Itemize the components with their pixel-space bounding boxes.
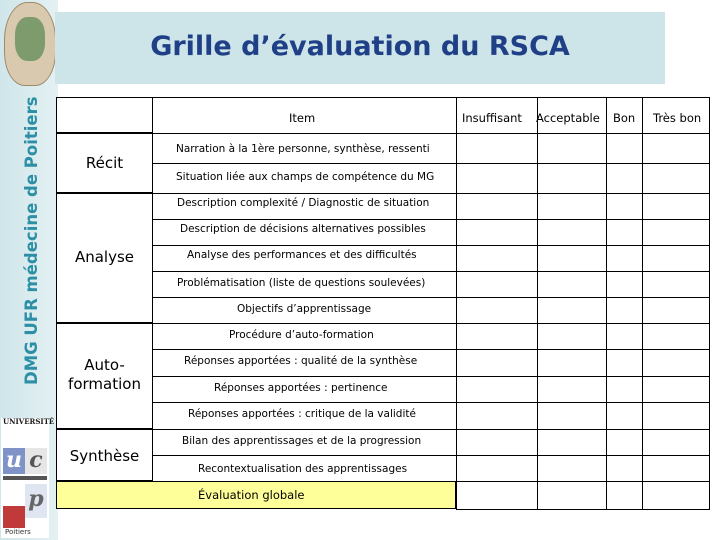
rating-column-tres-bon	[642, 97, 710, 510]
column-header-acceptable: Acceptable	[536, 111, 600, 125]
criterion-text: Recontextualisation des apprentissages	[198, 463, 408, 475]
criterion-text: Situation liée aux champs de compétence du MG	[176, 171, 435, 183]
criterion-text: Réponses apportées : critique de la validité	[188, 408, 416, 420]
column-header-insuffisant: Insuffisant	[462, 111, 522, 125]
row-line	[152, 163, 710, 164]
category-label-analyse: Analyse	[74, 248, 135, 266]
column-header-tres-bon: Très bon	[653, 111, 702, 125]
logo-letter-c: c	[25, 448, 47, 474]
logo-letter-p: p	[25, 484, 47, 518]
criterion-text: Description de décisions alternatives possibles	[180, 223, 426, 235]
criterion-text: Description complexité / Diagnostic de situation	[177, 197, 430, 209]
page-title: Grille d’évaluation du RSCA	[150, 31, 570, 62]
university-logo	[1, 417, 55, 538]
rating-column-bon	[606, 97, 643, 510]
evaluation-grid	[56, 97, 710, 511]
logo-city: Poitiers	[5, 528, 31, 536]
category-header-cell	[56, 97, 153, 133]
row-line	[152, 297, 710, 298]
row-line	[152, 193, 710, 194]
row-line	[152, 402, 710, 403]
criterion-text: Réponses apportées : qualité de la synthèse	[184, 355, 418, 367]
logo-red-block	[3, 506, 25, 528]
global-evaluation-label: Évaluation globale	[198, 488, 305, 502]
rating-column-acceptable	[537, 97, 607, 510]
row-line	[152, 271, 710, 272]
criterion-text: Bilan des apprentissages et de la progression	[182, 435, 422, 447]
criterion-text: Réponses apportées : pertinence	[214, 382, 388, 394]
logo-strip	[3, 476, 47, 480]
row-line	[152, 245, 710, 246]
row-line	[152, 349, 710, 350]
criterion-text: Analyse des performances et des difficultés	[187, 249, 417, 261]
criterion-text: Narration à la 1ère personne, synthèse, ressenti	[176, 143, 430, 155]
criterion-text: Problématisation (liste de questions soulevées)	[177, 277, 426, 289]
category-label-synthese: Synthèse	[69, 447, 140, 465]
category-label-autoformation: Auto- formation	[68, 356, 141, 393]
rating-column-insuffisant	[456, 97, 538, 510]
category-label-recit: Récit	[85, 154, 124, 172]
logo-top-text: UNIVERSITÉ	[3, 417, 55, 426]
row-line	[152, 219, 710, 220]
row-line	[152, 376, 710, 377]
row-line	[152, 455, 710, 456]
row-line	[152, 429, 710, 430]
criterion-text: Objectifs d’apprentissage	[237, 303, 372, 315]
faculty-seal-logo	[4, 2, 56, 86]
criterion-text: Procédure d’auto-formation	[229, 329, 374, 341]
seal-emblem-icon	[15, 17, 45, 61]
side-vertical-text: DMG UFR médecine de Poitiers	[22, 96, 41, 385]
row-line	[152, 133, 710, 134]
column-header-item: Item	[289, 111, 316, 125]
column-header-bon: Bon	[613, 111, 636, 125]
row-line	[152, 323, 710, 324]
logo-letter-u: u	[3, 448, 25, 474]
